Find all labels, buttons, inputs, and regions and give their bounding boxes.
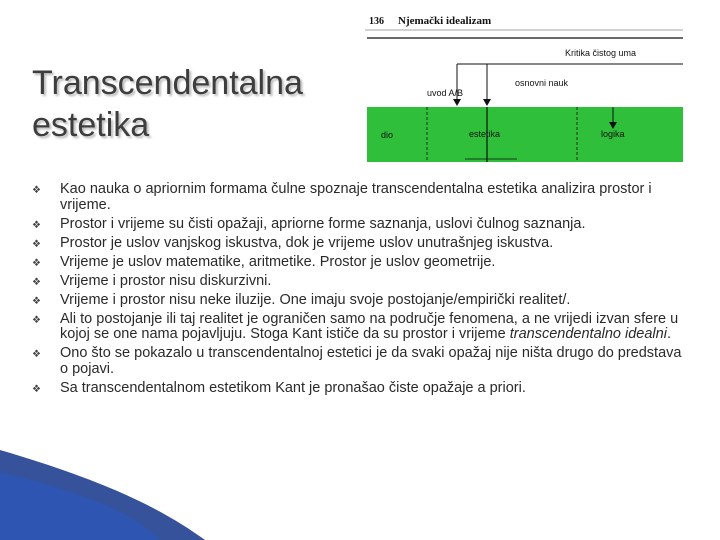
bullet-text: Prostor je uslov vanjskog iskustva, dok je vrijeme uslov unutrašnjeg iskustva. xyxy=(60,234,554,251)
bullet-item xyxy=(32,346,692,377)
bullet-text: Ono što se pokazalo u transcendentalnoj estetici je da svaki opažaj nije ništa drugo do predstava o pojavi. xyxy=(60,345,682,377)
bullet-emphasis: transcendentalno idealni xyxy=(509,326,667,342)
bullet-icon: ❖ xyxy=(32,349,41,360)
bullet-icon: ❖ xyxy=(32,383,41,395)
bullet-item xyxy=(32,381,692,397)
bullet-icon: ❖ xyxy=(32,276,41,288)
bullet-text-end: . xyxy=(666,326,671,342)
bullet-item xyxy=(32,182,692,213)
diagram-page-number: 136 xyxy=(369,16,384,27)
bullet-text: Vrijeme i prostor nisu neke iluzije. One imaju svoje postojanje/empirički realitet/. xyxy=(60,291,571,308)
label-uvod: uvod A/B xyxy=(427,88,464,98)
bullet-icon: ❖ xyxy=(32,238,41,250)
diagram-heading: Njemački idealizam xyxy=(398,15,492,27)
bullet-item xyxy=(32,255,692,271)
label-estetika: estetika xyxy=(469,129,501,139)
bullet-icon: ❖ xyxy=(32,257,41,269)
label-kritika: Kritika čistog uma xyxy=(565,48,637,58)
bullet-item xyxy=(32,293,692,309)
bullet-item xyxy=(32,274,692,290)
bullet-text: Kao nauka o apriornim formama čulne spoznaje transcendentalna estetika analizira prostor i vrijeme. xyxy=(60,181,652,213)
bullet-icon: ❖ xyxy=(32,185,41,196)
arrow-doctrine xyxy=(483,99,491,106)
kant-structure-diagram xyxy=(365,10,685,165)
bullet-item xyxy=(32,217,692,233)
title-line-2: estetika xyxy=(32,106,150,144)
label-osnovni-nauk: osnovni nauk xyxy=(515,78,569,88)
green-band xyxy=(367,107,683,162)
bullet-list xyxy=(32,182,692,400)
title-line-1: Transcendentalna xyxy=(32,64,303,102)
bullet-text: Vrijeme i prostor nisu diskurzivni. xyxy=(60,272,272,289)
slide-title xyxy=(32,62,352,146)
bullet-item xyxy=(32,236,692,252)
bullet-text: Prostor i vrijeme su čisti opažaji, apriorne forme saznanja, uslovi čulnog saznanja. xyxy=(60,215,586,232)
arrow-intro xyxy=(453,99,461,106)
bullet-text: Vrijeme je uslov matematike, aritmetike. Prostor je uslov geometrije. xyxy=(60,253,496,270)
bullet-text: Sa transcendentalnom estetikom Kant je pronašao čiste opažaje a priori. xyxy=(60,379,526,396)
bullet-icon: ❖ xyxy=(32,219,41,231)
corner-decoration xyxy=(0,450,720,540)
bullet-item xyxy=(32,312,692,343)
bullet-icon: ❖ xyxy=(32,295,41,307)
bullet-text: Ali to postojanje ili taj realitet je ograničen samo na područje fenomena, a ne vrijedi izvan sfere u kojoj se one nama pojavljuju. Stoga Kant ističe da su prostor i vrijeme xyxy=(60,310,679,342)
bullet-icon: ❖ xyxy=(32,314,41,326)
label-logika: logika xyxy=(601,129,625,139)
label-dio: dio xyxy=(381,130,394,140)
